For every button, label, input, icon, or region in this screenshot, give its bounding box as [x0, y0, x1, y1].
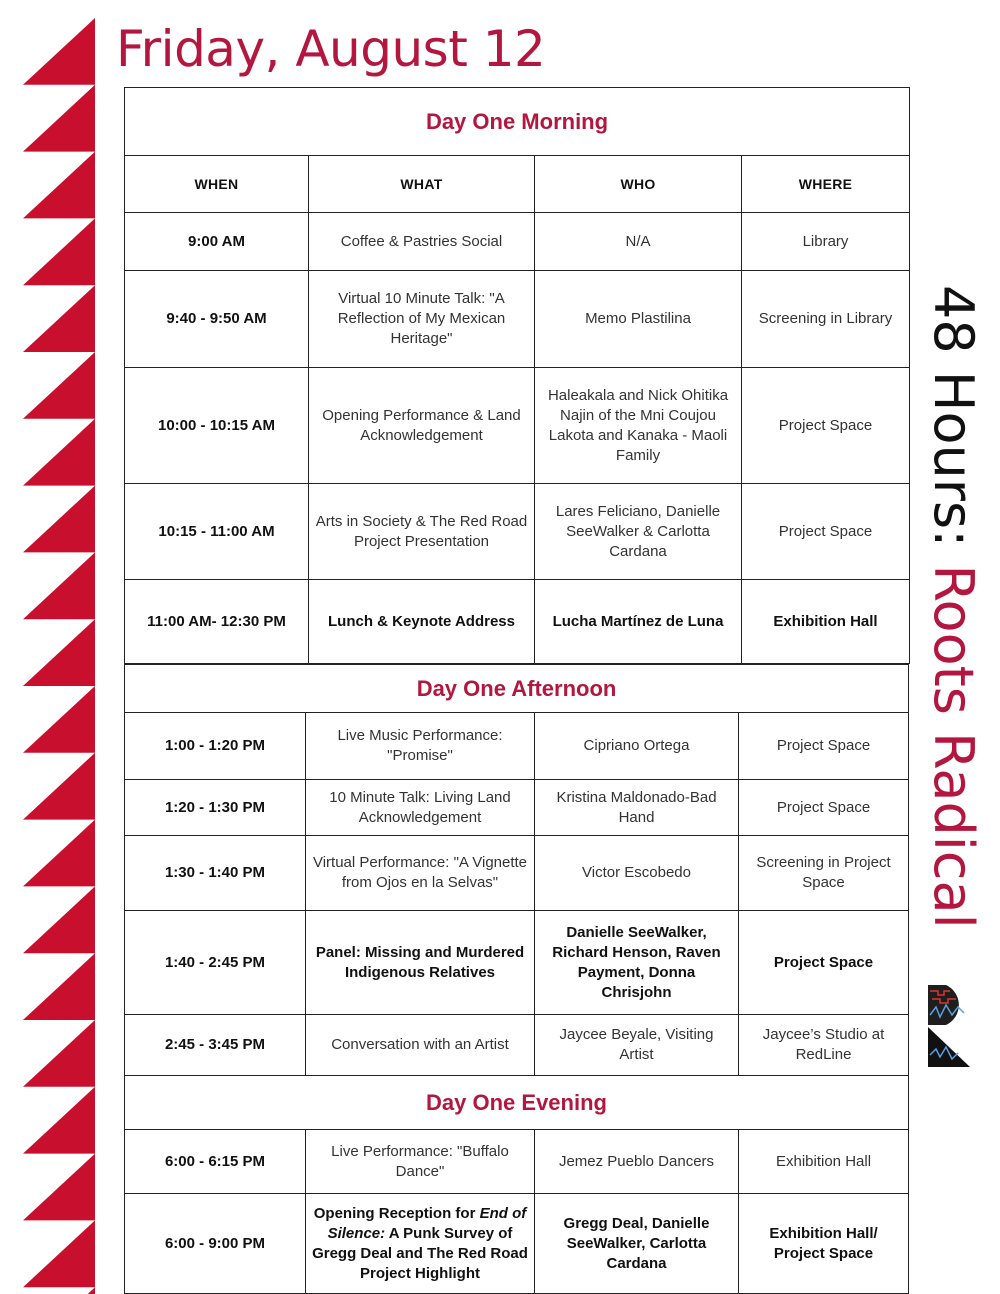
cell-when: 2:45 - 3:45 PM	[125, 1015, 306, 1076]
cell-who: Gregg Deal, Danielle SeeWalker, Carlotta Cardana	[535, 1194, 739, 1294]
cell-what: Coffee & Pastries Social	[309, 213, 535, 271]
cell-where: Exhibition Hall	[742, 580, 910, 664]
cell-where: Project Space	[742, 368, 910, 484]
cell-who: Kristina Maldonado-Bad Hand	[535, 780, 739, 836]
decorative-triangle	[23, 1220, 95, 1287]
decorative-triangle	[23, 619, 95, 686]
column-header-who: WHO	[535, 156, 742, 213]
cell-what: Virtual Performance: "A Vignette from Ojos en la Selvas"	[306, 836, 535, 911]
column-header-when: WHEN	[125, 156, 309, 213]
side-title-part2: Roots Radical	[922, 564, 985, 929]
decorative-triangle	[23, 1154, 95, 1221]
decorative-triangle	[23, 419, 95, 486]
cell-when: 9:40 - 9:50 AM	[125, 271, 309, 368]
what-part: A Punk Survey of Gregg Deal and The Red Road Project Highlight	[312, 1224, 528, 1282]
table-row	[125, 780, 909, 836]
cell-who: Cipriano Ortega	[535, 713, 739, 780]
cell-what: Virtual 10 Minute Talk: "A Reflection of My Mexican Heritage"	[309, 271, 535, 368]
cell-where: Screening in Project Space	[739, 836, 909, 911]
cell-what: Live Music Performance: "Promise"	[306, 713, 535, 780]
table-row	[125, 271, 910, 368]
table-row	[125, 713, 909, 780]
cell-where: Project Space	[739, 713, 909, 780]
table-row	[125, 911, 909, 1015]
cell-who: Jaycee Beyale, Visiting Artist	[535, 1015, 739, 1076]
cell-where: Exhibition Hall/ Project Space	[739, 1194, 909, 1294]
table-row	[125, 836, 909, 911]
table-row	[125, 1194, 909, 1294]
cell-what: Arts in Society & The Red Road Project Presentation	[309, 484, 535, 580]
cell-when: 11:00 AM- 12:30 PM	[125, 580, 309, 664]
cell-where: Library	[742, 213, 910, 271]
cell-who: Lares Feliciano, Danielle SeeWalker & Carlotta Cardana	[535, 484, 742, 580]
decorative-triangle	[23, 152, 95, 219]
cell-what: Panel: Missing and Murdered Indigenous Relatives	[306, 911, 535, 1015]
table-row	[125, 1015, 909, 1076]
exhibition-title: End of Silence:	[327, 1204, 527, 1242]
morning-schedule-table	[124, 87, 910, 664]
cell-who: Memo Plastilina	[535, 271, 742, 368]
decorative-triangle	[23, 686, 95, 753]
cell-what: 10 Minute Talk: Living Land Acknowledgement	[306, 780, 535, 836]
cell-who: Danielle SeeWalker, Richard Henson, Raven Payment, Donna Chrisjohn	[535, 911, 739, 1015]
cell-when: 6:00 - 6:15 PM	[125, 1130, 306, 1194]
side-title-part1: 48 Hours:	[922, 285, 985, 565]
table-row	[125, 368, 910, 484]
side-title	[918, 285, 988, 975]
cell-where: Project Space	[739, 911, 909, 1015]
cell-when: 1:40 - 2:45 PM	[125, 911, 306, 1015]
cell-where: Screening in Library	[742, 271, 910, 368]
decorative-triangle	[23, 18, 95, 85]
cell-when: 10:00 - 10:15 AM	[125, 368, 309, 484]
table-row	[125, 1130, 909, 1194]
cell-when: 9:00 AM	[125, 213, 309, 271]
red-triangle-border	[0, 0, 100, 1294]
table-row	[125, 484, 910, 580]
decorative-triangle	[23, 85, 95, 152]
cell-what: Lunch & Keynote Address	[309, 580, 535, 664]
decorative-triangle	[23, 1020, 95, 1087]
cell-what: Live Performance: "Buffalo Dance"	[306, 1130, 535, 1194]
cell-where: Project Space	[739, 780, 909, 836]
table-row	[125, 580, 910, 664]
cell-when: 6:00 - 9:00 PM	[125, 1194, 306, 1294]
decorative-triangle	[23, 552, 95, 619]
decorative-triangle	[23, 820, 95, 887]
cell-when: 1:20 - 1:30 PM	[125, 780, 306, 836]
cell-what	[306, 1194, 535, 1294]
decorative-triangle	[23, 218, 95, 285]
cell-who: N/A	[535, 213, 742, 271]
cell-who: Lucha Martínez de Luna	[535, 580, 742, 664]
decorative-triangle	[23, 486, 95, 553]
page-title: Friday, August 12	[116, 20, 546, 78]
cell-who: Victor Escobedo	[535, 836, 739, 911]
section-heading-evening: Day One Evening	[125, 1076, 909, 1130]
section-heading-afternoon: Day One Afternoon	[125, 665, 909, 713]
what-part: Opening Reception for	[313, 1204, 480, 1222]
decorative-triangle	[23, 285, 95, 352]
cell-when: 1:00 - 1:20 PM	[125, 713, 306, 780]
column-header-what: WHAT	[309, 156, 535, 213]
cell-who: Jemez Pueblo Dancers	[535, 1130, 739, 1194]
cell-where: Exhibition Hall	[739, 1130, 909, 1194]
cell-who: Haleakala and Nick Ohitika Najin of the Mni Coujou Lakota and Kanaka - Maoli Family	[535, 368, 742, 484]
roots-radical-logo	[928, 985, 970, 1067]
table-row	[125, 213, 910, 271]
cell-what: Conversation with an Artist	[306, 1015, 535, 1076]
cell-where: Jaycee’s Studio at RedLine	[739, 1015, 909, 1076]
cell-when: 1:30 - 1:40 PM	[125, 836, 306, 911]
cell-what: Opening Performance & Land Acknowledgement	[309, 368, 535, 484]
column-header-where: WHERE	[742, 156, 910, 213]
decorative-triangle	[23, 1287, 95, 1294]
cell-where: Project Space	[742, 484, 910, 580]
decorative-triangle	[23, 352, 95, 419]
decorative-triangle	[23, 953, 95, 1020]
decorative-triangle	[23, 886, 95, 953]
cell-when: 10:15 - 11:00 AM	[125, 484, 309, 580]
afternoon-evening-schedule-table	[124, 664, 909, 1294]
decorative-triangle	[23, 753, 95, 820]
decorative-triangle	[23, 1087, 95, 1154]
section-heading-morning: Day One Morning	[125, 88, 910, 156]
